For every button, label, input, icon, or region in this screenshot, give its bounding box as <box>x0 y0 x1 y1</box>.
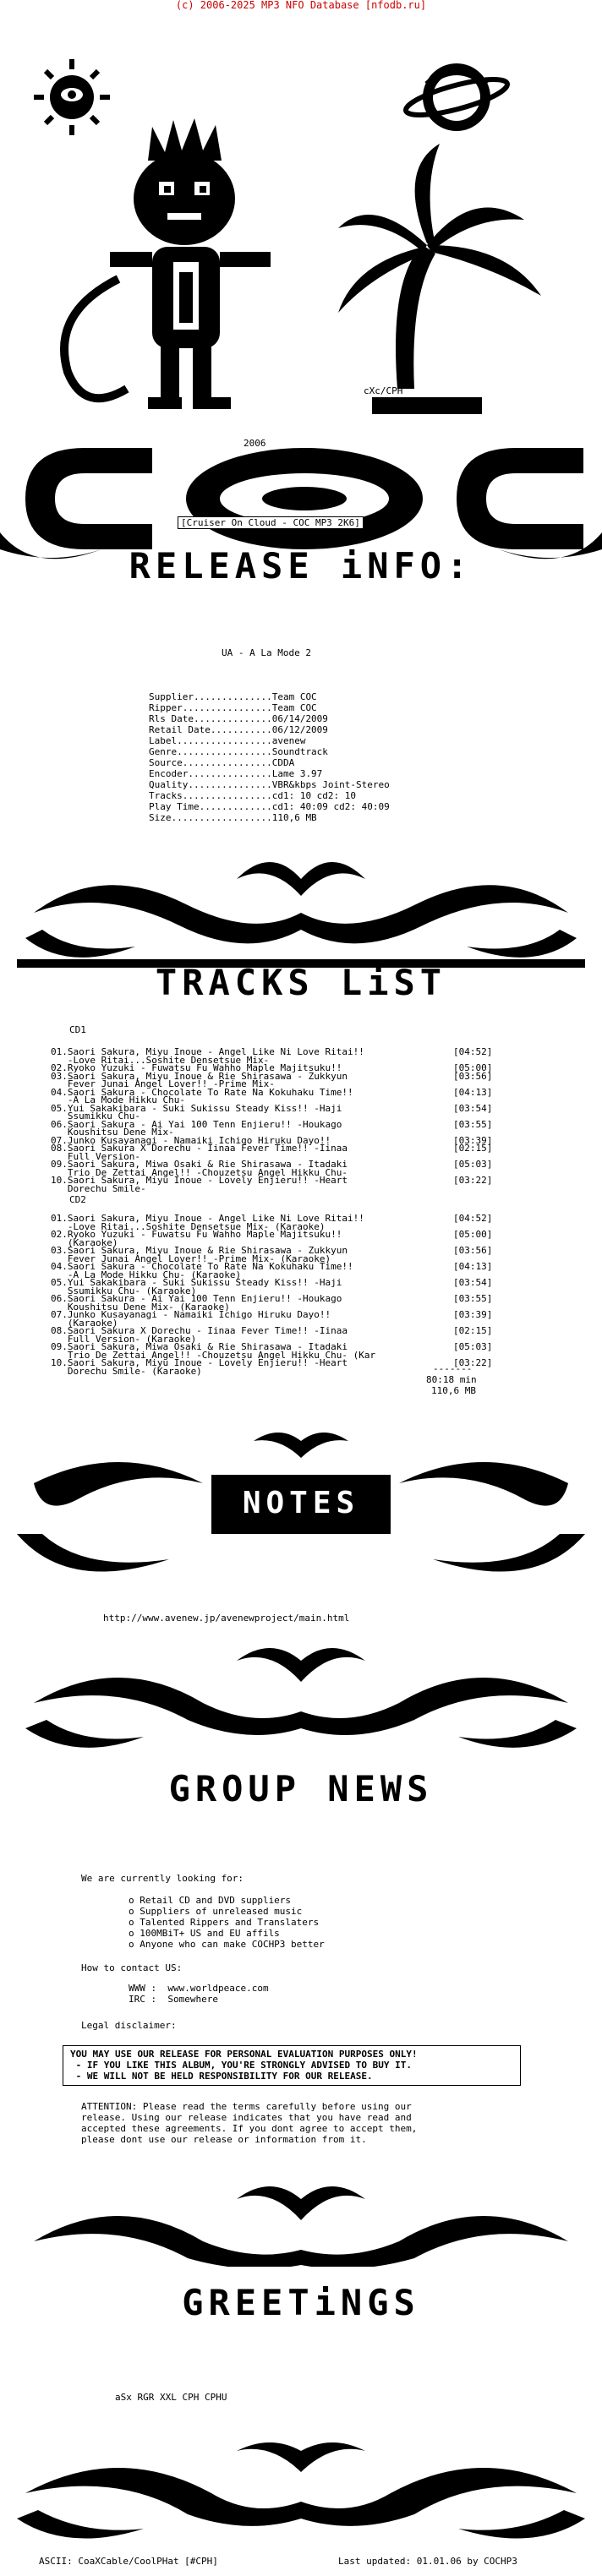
track-time: [03:54] <box>453 1277 493 1288</box>
track-line: Koushitsu Dene Mix- (Karaoke) <box>51 1301 230 1313</box>
track-line: 04.Saori Sakura - Chocolate To Rate Na Kokuhaku Time!! <box>51 1261 353 1272</box>
track-line: 04.Saori Sakura - Chocolate To Rate Na Kokuhaku Time!! <box>51 1086 353 1098</box>
track-line: Dorechu Smile- <box>51 1182 146 1194</box>
release-field-row <box>149 757 390 768</box>
track-line: -A La Mode Hikku Chu- (Karaoke) <box>51 1269 242 1280</box>
track-line: 09.Saori Sakura, Miwa Osaki & Rie Shirasawa - Itadaki <box>51 1341 348 1352</box>
track-line: Dorechu Smile- (Karaoke) <box>51 1365 202 1377</box>
track-line: (Karaoke) <box>51 1236 118 1248</box>
track-line: 05.Yui Sakakibara - Suki Sukissu Steady Kiss!! -Haji <box>51 1102 342 1114</box>
release-field-value: 06/12/2009 <box>271 724 328 735</box>
attention-line-1: ATTENTION: Please read the terms carefully before using our <box>81 2101 412 2112</box>
greetings-ornament <box>0 2174 602 2267</box>
track-line: Fever Junai Angel Lover!! -Prime Mix- (Karaoke) <box>51 1253 331 1264</box>
track-time: [03:39] <box>453 1309 493 1320</box>
release-field-label: Quality............... <box>149 779 272 790</box>
track-line: 10.Saori Sakura, Miyu Inoue - Lovely Enjieru!! -Heart <box>51 1357 348 1368</box>
track-time: [04:13] <box>453 1261 493 1272</box>
release-title: UA - A La Mode 2 <box>222 647 311 658</box>
bottom-ornament <box>0 2434 602 2544</box>
track-line: -A La Mode Hikku Chu- <box>51 1094 185 1105</box>
release-field-label: Rls Date.............. <box>149 713 272 724</box>
track-time: [03:55] <box>453 1293 493 1304</box>
track-time: [04:52] <box>453 1046 493 1057</box>
track-line: Trio De Zettai Angel!! -Chouzetsu Angel Hikku Chu- <box>51 1166 348 1178</box>
track-time: [03:22] <box>453 1175 493 1186</box>
greetings-banner: GREETiNGS <box>182 2282 420 2323</box>
header-link[interactable]: (c) 2006-2025 MP3 NFO Database [nfodb.ru] <box>175 0 427 11</box>
release-field-value: CDDA <box>271 757 295 768</box>
track-line: 05.Yui Sakakibara - Suki Sukissu Steady Kiss!! -Haji <box>51 1277 342 1288</box>
release-field-value: VBR&kbps Joint-Stereo <box>271 779 390 790</box>
contact-irc: IRC : Somewhere <box>129 1994 218 2005</box>
track-time: [05:03] <box>453 1341 493 1352</box>
track-line: 01.Saori Sakura, Miyu Inoue - Angel Like Ni Love Ritai!! <box>51 1046 364 1057</box>
track-line: 09.Saori Sakura, Miwa Osaki & Rie Shirasawa - Itadaki <box>51 1159 348 1170</box>
release-field-row <box>149 735 390 746</box>
track-time: [02:15] <box>453 1325 493 1336</box>
group-news-banner: GROUP NEWS <box>168 1768 434 1809</box>
legal-line-3: - WE WILL NOT BE HELD RESPONSIBILITY FOR OUR RELEASE. <box>70 2071 373 2082</box>
track-line: Ssumikku Chu- <box>51 1111 140 1122</box>
release-field-value: Lame 3.97 <box>271 768 323 779</box>
group-ornament <box>0 1635 602 1762</box>
coc-logo <box>0 448 602 559</box>
total-separator: ------- <box>433 1363 473 1374</box>
palm-tree-icon <box>338 144 541 414</box>
track-line: 10.Saori Sakura, Miyu Inoue - Lovely Enjieru!! -Heart <box>51 1175 348 1186</box>
track-line: 03.Saori Sakura, Miyu Inoue & Rie Shirasawa - Zukkyun <box>51 1245 348 1256</box>
track-line: 02.Ryoko Yuzuki - Fuwatsu Fu Wahho Maple Majitsuku!! <box>51 1062 342 1073</box>
legal-box <box>63 2045 521 2086</box>
release-field-row <box>149 724 390 735</box>
track-line: 08.Saori Sakura X Dorechu - Iinaa Fever Time!! -Iinaa <box>51 1325 348 1336</box>
planet-icon <box>402 63 510 131</box>
total-size: 110,6 MB <box>431 1385 476 1396</box>
tracks-list-banner: TRACKS LiST <box>155 962 447 1003</box>
contact-www[interactable]: WWW : www.worldpeace.com <box>129 1983 269 1994</box>
track-time: [03:55] <box>453 1118 493 1130</box>
release-field-value: Team COC <box>271 702 317 713</box>
looking-intro: We are currently looking for: <box>81 1873 244 1884</box>
release-field-label: Label................. <box>149 735 272 746</box>
release-field-label: Ripper................ <box>149 702 272 713</box>
release-field-value: cd1: 10 cd2: 10 <box>271 790 357 801</box>
character-figure <box>64 118 271 409</box>
track-line: Trio De Zettai Angel!! -Chouzetsu Angel Hikku Chu- (Kar <box>51 1349 376 1361</box>
release-field-value: 06/14/2009 <box>271 713 328 724</box>
looking-item: o Suppliers of unreleased music <box>129 1906 303 1917</box>
track-line: 07.Junko Kusayanagi - Namaiki Ichigo Hiruku Dayo!! <box>51 1134 331 1146</box>
track-time: [03:56] <box>453 1245 493 1256</box>
notes-banner: NOTES <box>242 1486 360 1520</box>
release-field-row <box>149 713 390 724</box>
track-time: [04:13] <box>453 1086 493 1098</box>
cd2-label: CD2 <box>69 1194 86 1205</box>
last-updated: Last updated: 01.01.06 by COCHP3 <box>338 2556 517 2567</box>
track-time: [02:15] <box>453 1143 493 1154</box>
looking-item: o Talented Rippers and Translaters <box>129 1917 320 1928</box>
track-line: 02.Ryoko Yuzuki - Fuwatsu Fu Wahho Maple Majitsuku!! <box>51 1229 342 1240</box>
release-field-value: avenew <box>271 735 306 746</box>
track-line: -Love Ritai...Soshite Densetsue Mix- <box>51 1054 270 1066</box>
release-field-label: Genre................. <box>149 746 272 757</box>
attention-line-2: release. Using our release indicates that you have read and <box>81 2112 412 2123</box>
track-time: [04:52] <box>453 1213 493 1224</box>
release-field-label: Size.................. <box>149 812 272 823</box>
release-field-label: Retail Date........... <box>149 724 272 735</box>
ascii-credit: ASCII: CoaXCable/CoolPHat [#CPH] <box>39 2556 218 2567</box>
release-field-value: 110,6 MB <box>271 812 317 823</box>
track-time: [05:00] <box>453 1062 493 1073</box>
track-line: 03.Saori Sakura, Miyu Inoue & Rie Shirasawa - Zukkyun <box>51 1070 348 1082</box>
logo-artwork <box>0 25 602 575</box>
release-field-row <box>149 691 390 702</box>
notes-url[interactable]: http://www.avenew.jp/avenewproject/main.html <box>103 1613 350 1624</box>
release-field-row <box>149 779 390 790</box>
track-line: 08.Saori Sakura X Dorechu - Iinaa Fever Time!! -Iinaa <box>51 1143 348 1154</box>
track-line: Full Version- <box>51 1150 140 1162</box>
release-field-row <box>149 790 390 801</box>
release-field-row <box>149 746 390 757</box>
release-field-label: Supplier.............. <box>149 691 272 702</box>
release-fields <box>149 691 390 823</box>
sun-icon <box>34 59 110 135</box>
track-line: Full Version- (Karaoke) <box>51 1333 197 1345</box>
release-field-row <box>149 702 390 713</box>
contact-intro: How to contact US: <box>81 1962 183 1973</box>
ornament-divider <box>0 845 602 980</box>
logo-caption: [Cruiser On Cloud - COC MP3 2K6] <box>178 516 364 529</box>
greetings-names: aSx RGR XXL CPH CPHU <box>115 2392 227 2403</box>
track-line: 06.Saori Sakura - Ai Yai 100 Tenn Enjieru!! -Houkago <box>51 1118 342 1130</box>
release-field-value: Team COC <box>271 691 317 702</box>
track-time: [03:54] <box>453 1102 493 1114</box>
release-info-banner: RELEASE iNFO: <box>129 545 473 587</box>
track-line: -Love Ritai...Soshite Densetsue Mix- (Karaoke) <box>51 1220 326 1232</box>
looking-item: o Anyone who can make COCHP3 better <box>129 1939 325 1950</box>
track-time: [05:00] <box>453 1229 493 1240</box>
attention-line-4: please dont use our release or information from it. <box>81 2134 367 2145</box>
total-time: 80:18 min <box>426 1374 477 1385</box>
legal-title: Legal disclaimer: <box>81 2020 177 2031</box>
looking-item: o 100MBiT+ US and EU affils <box>129 1928 280 1939</box>
track-time: [03:39] <box>453 1134 493 1146</box>
track-line: 01.Saori Sakura, Miyu Inoue - Angel Like Ni Love Ritai!! <box>51 1213 364 1224</box>
release-field-value: Soundtrack <box>271 746 328 757</box>
release-field-row <box>149 801 390 812</box>
track-line: 06.Saori Sakura - Ai Yai 100 Tenn Enjieru!! -Houkago <box>51 1293 342 1304</box>
track-time: [05:03] <box>453 1159 493 1170</box>
track-line: Fever Junai Angel Lover!! -Prime Mix- <box>51 1078 275 1089</box>
release-field-value: cd1: 40:09 cd2: 40:09 <box>271 801 390 812</box>
release-field-label: Play Time............. <box>149 801 272 812</box>
release-field-label: Source................ <box>149 757 272 768</box>
track-time: [03:22] <box>453 1357 493 1368</box>
attention-line-3: accepted these agreements. If you dont agree to accept them, <box>81 2123 418 2134</box>
track-line: 07.Junko Kusayanagi - Namaiki Ichigo Hiruku Dayo!! <box>51 1309 331 1320</box>
logo-credit: cXc/CPH <box>364 385 403 396</box>
release-field-row <box>149 812 390 823</box>
track-line: Ssumikku Chu- (Karaoke) <box>51 1285 197 1296</box>
legal-line-1: YOU MAY USE OUR RELEASE FOR PERSONAL EVALUATION PURPOSES ONLY! <box>70 2049 418 2060</box>
release-field-label: Tracks................ <box>149 790 272 801</box>
release-field-label: Encoder............... <box>149 768 272 779</box>
track-line: Koushitsu Dene Mix- <box>51 1127 174 1138</box>
looking-item: o Retail CD and DVD suppliers <box>129 1895 292 1906</box>
release-field-row <box>149 768 390 779</box>
legal-line-2: - IF YOU LIKE THIS ALBUM, YOU'RE STRONGLY ADVISED TO BUY IT. <box>70 2060 412 2071</box>
logo-year: 2006 <box>244 438 266 449</box>
track-line: (Karaoke) <box>51 1317 118 1329</box>
track-time: [03:56] <box>453 1070 493 1082</box>
cd1-label: CD1 <box>69 1024 86 1035</box>
